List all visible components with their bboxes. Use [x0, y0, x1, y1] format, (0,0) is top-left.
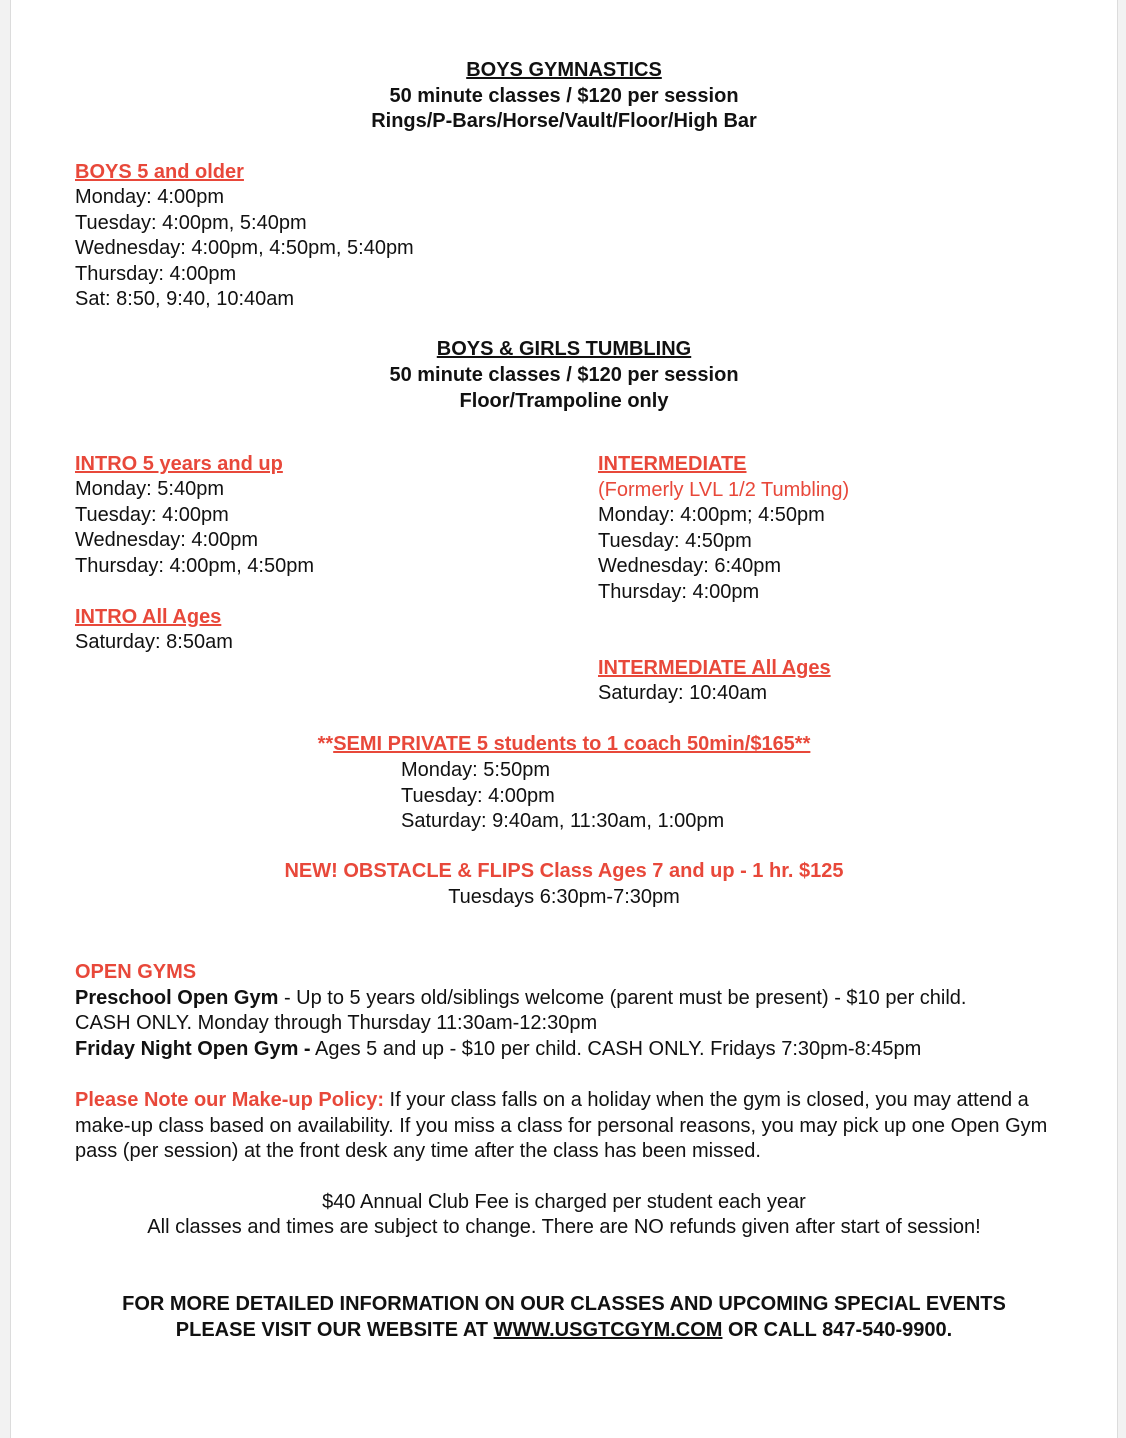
semi-private-prefix: ** [317, 733, 334, 755]
preschool-open-gym [75, 986, 967, 1012]
schedule-line: Monday: 4:00pm [75, 186, 224, 208]
footer-visit-text: PLEASE VISIT OUR WEBSITE AT [175, 1319, 494, 1341]
makeup-label: Please Note our Make-up Policy: [75, 1089, 384, 1111]
footer-call-text: OR CALL 847-540-9900. [722, 1319, 953, 1341]
boys-gymnastics-title: BOYS GYMNASTICS [466, 59, 662, 81]
change-notice: All classes and times are subject to change. There are NO refunds given after start of session! [147, 1216, 981, 1238]
schedule-line: Thursday: 4:00pm [75, 262, 237, 285]
makeup-policy [75, 1088, 1060, 1165]
schedule-line: Thursday: 4:00pm, 4:50pm [75, 554, 315, 577]
footer-line1: FOR MORE DETAILED INFORMATION ON OUR CLASSES AND UPCOMING SPECIAL EVENTS [122, 1293, 1006, 1315]
friday-open-gym [75, 1037, 921, 1063]
intermediate-all-schedule: Saturday: 10:40am [598, 682, 767, 704]
intermediate-formerly: (Formerly LVL 1/2 Tumbling) [598, 479, 850, 501]
intermediate-schedule [598, 503, 825, 605]
annual-fee: $40 Annual Club Fee is charged per student each year [322, 1191, 806, 1213]
makeup-text: If your class falls on a holiday when the gym is closed, you may attend a make-up class based on availability. If you miss a class for personal reasons, you may pick up one Open Gym pass (per session) at the front desk any time after the class has been missed. [75, 1089, 1048, 1162]
semi-private-schedule [401, 758, 724, 835]
boys-gymnastics-events: Rings/P-Bars/Horse/Vault/Floor/High Bar [371, 110, 757, 132]
tumbling-title: BOYS & GIRLS TUMBLING [436, 338, 692, 360]
preschool-line2: CASH ONLY. Monday through Thursday 11:30am-12:30pm [75, 1012, 598, 1034]
preschool-label: Preschool Open Gym [75, 987, 279, 1009]
boys-gymnastics-subtitle: 50 minute classes / $120 per session [389, 85, 739, 107]
schedule-line: Tuesday: 4:00pm [75, 503, 229, 526]
schedule-line: Thursday: 4:00pm [598, 580, 760, 603]
open-gyms-heading: OPEN GYMS [75, 961, 197, 983]
website-link[interactable]: WWW.USGTCGYM.COM [493, 1319, 723, 1341]
intro-heading: INTRO 5 years and up [75, 453, 283, 475]
friday-text: Ages 5 and up - $10 per child. CASH ONLY. Fridays 7:30pm-8:45pm [310, 1038, 922, 1060]
schedule-line: Monday: 4:00pm; 4:50pm [598, 504, 825, 526]
intermediate-heading: INTERMEDIATE [598, 453, 747, 475]
intro-schedule [75, 477, 314, 579]
schedule-line: Monday: 5:40pm [75, 478, 224, 500]
tumbling-note: Floor/Trampoline only [459, 390, 669, 412]
schedule-line: Tuesday: 4:00pm, 5:40pm [75, 211, 307, 234]
boys-5-schedule [75, 185, 414, 313]
schedule-line: Wednesday: 4:00pm [75, 529, 259, 551]
intro-all-schedule: Saturday: 8:50am [75, 631, 233, 653]
schedule-line: Wednesday: 4:00pm, 4:50pm, 5:40pm [75, 237, 414, 259]
friday-label: Friday Night Open Gym - [75, 1038, 311, 1060]
schedule-line: Wednesday: 6:40pm [598, 555, 782, 577]
schedule-line: Monday: 5:50pm [401, 759, 550, 781]
intro-all-heading: INTRO All Ages [75, 606, 222, 628]
schedule-line: Tuesday: 4:50pm [598, 529, 752, 552]
schedule-line: Sat: 8:50, 9:40, 10:40am [75, 288, 295, 310]
semi-private-title: SEMI PRIVATE 5 students to 1 coach 50min/$165** [333, 733, 811, 755]
footer-line2 [11, 1318, 1117, 1344]
obstacle-schedule: Tuesdays 6:30pm-7:30pm [448, 886, 680, 908]
tumbling-subtitle: 50 minute classes / $120 per session [389, 364, 739, 386]
intermediate-all-heading: INTERMEDIATE All Ages [598, 657, 831, 679]
boys-5-heading: BOYS 5 and older [75, 161, 244, 183]
schedule-line: Tuesday: 4:00pm [401, 784, 555, 807]
obstacle-heading: NEW! OBSTACLE & FLIPS Class Ages 7 and up - 1 hr. $125 [284, 860, 844, 882]
schedule-page [10, 0, 1118, 1438]
semi-private-heading [11, 732, 1117, 758]
schedule-line: Saturday: 9:40am, 11:30am, 1:00pm [401, 810, 725, 832]
preschool-text: - Up to 5 years old/siblings welcome (parent must be present) - $10 per child. [278, 987, 967, 1009]
